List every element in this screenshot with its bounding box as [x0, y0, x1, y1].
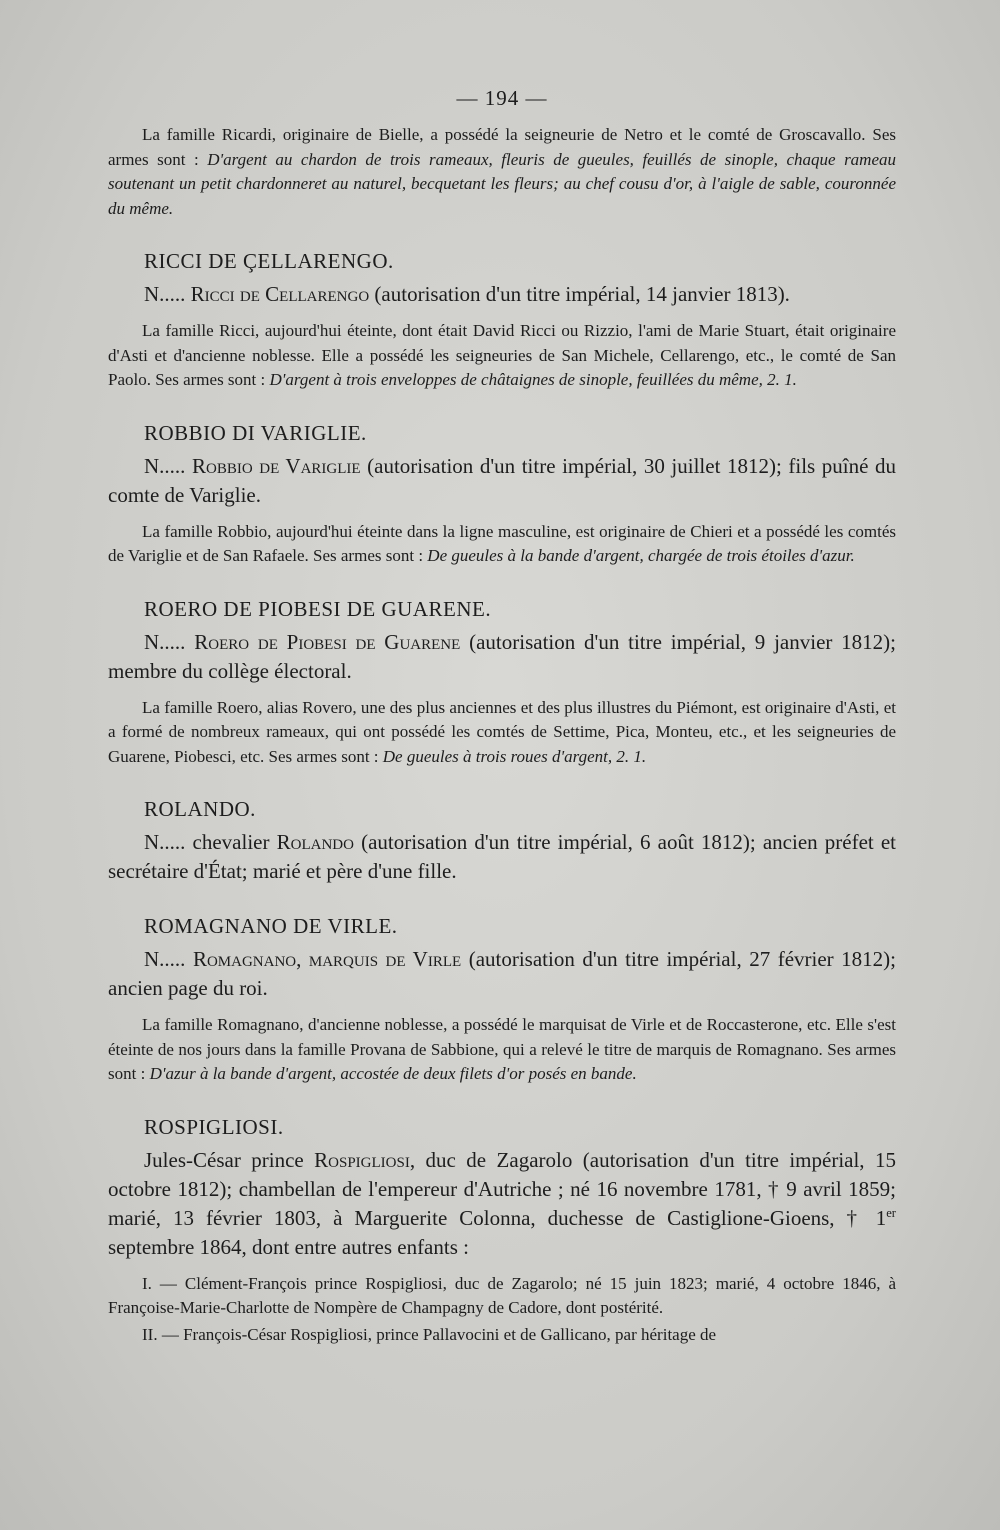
note-text: La famille Robbio, aujourd'hui éteinte dans la ligne masculine, est originaire de Chieri et a possédé les comtés de Variglie et de San Rafaele. Ses armes sont :: [108, 521, 896, 565]
entry-note-roero: [108, 696, 896, 770]
entry-heading-ricci: RICCI DE ÇELLARENGO.: [144, 249, 394, 273]
entry-heading-romagnano: ROMAGNANO DE VIRLE.: [144, 914, 398, 938]
entry-lead: N.....: [144, 629, 186, 654]
note-text: La famille Romagnano, d'ancienne noblesse, a possédé le marquisat de Virle et de Roccasterone, etc. Elle s'est éteinte de nos jours dans la famille Provana de Sabbione, qui a relevé le titre de marquis de Romagnano. Ses armes sont :: [108, 1015, 896, 1083]
entry-heading-robbio: ROBBIO DI VARIGLIE.: [144, 420, 367, 445]
entry-name: Rolando: [276, 830, 354, 854]
note-arms: De gueules à trois roues d'argent, 2. 1.: [382, 746, 647, 766]
entry-body-robbio: [108, 452, 896, 510]
entry-note-romagnano: [108, 1013, 896, 1087]
entry-body-rospigliosi: [108, 1146, 896, 1262]
intro-text: La famille Ricardi, originaire de Bielle, a possédé la seigneurie de Netro et le comté de Groscavallo. Ses armes sont :: [108, 125, 896, 169]
entry-heading-rolando: ROLANDO.: [144, 797, 256, 821]
entry-lead: Jules-César prince: [144, 1147, 315, 1172]
entry-name: Ricci de Cellarengo: [190, 282, 370, 306]
entry-rest: (autorisation d'un titre impérial, 30 juillet 1812); fils puîné du comte de Variglie.: [108, 453, 896, 507]
entry-name: Rospigliosi: [314, 1147, 410, 1172]
entry-name: Robbio de Variglie: [192, 453, 361, 478]
entry-body-romagnano: [108, 945, 896, 1003]
superscript: er: [886, 1205, 896, 1220]
entry-note-ricci: [108, 319, 896, 393]
page-number: — 194 —: [456, 86, 548, 110]
entry-rest: (autorisation d'un titre impérial, 14 janvier 1813).: [369, 282, 790, 306]
entry-rest: , duc de Zagarolo (autorisation d'un titre impérial, 15 octobre 1812); chambellan de l'empereur d'Autriche ; né 16 novembre 1781, † 9 avril 1859; marié, 13 février 1803, à Marguerite Colonna, duchesse de Castiglione-Gioens, † 1: [108, 1147, 896, 1230]
entry-body-rolando: [108, 828, 896, 886]
entry-rest: (autorisation d'un titre impérial, 6 août 1812); ancien préfet et secrétaire d'État; marié et père d'une fille.: [108, 830, 896, 883]
intro-arms: D'argent au chardon de trois rameaux, fleuris de gueules, feuillés de sinople, chaque rameau soutenant un petit chardonneret au naturel, becquetant les fleurs; au chef cousu d'or, à l'aigle de sable, couronnée du même.: [108, 149, 897, 218]
entry-rest-end: septembre 1864, dont entre autres enfants :: [108, 1234, 469, 1259]
entry-body-roero: [108, 628, 896, 686]
entry-note-robbio: [108, 520, 896, 569]
entry-lead: N.....: [144, 282, 186, 306]
entry-name: Roero de Piobesi de Guarene: [194, 629, 461, 654]
entry-rest: (autorisation d'un titre impérial, 27 février 1812); ancien page du roi.: [108, 947, 897, 1000]
child-item-1: I. — Clément-François prince Rospigliosi, duc de Zagarolo; né 15 juin 1823; marié, 4 octobre 1846, à Françoise-Marie-Charlotte de Nompère de Champagny de Cadore, dont postérité.: [108, 1273, 896, 1317]
entry-body-ricci: [108, 280, 896, 309]
note-arms: D'argent à trois enveloppes de châtaignes de sinople, feuillées du même, 2. 1.: [269, 370, 797, 389]
entry-name: Romagnano, marquis de Virle: [192, 947, 462, 971]
entry-heading-roero: ROERO DE PIOBESI DE GUARENE.: [144, 596, 492, 621]
entry-lead: N.....: [144, 947, 186, 971]
note-text: La famille Ricci, aujourd'hui éteinte, dont était David Ricci ou Rizzio, l'ami de Marie Stuart, était originaire d'Asti et d'ancienne noblesse. Elle a possédé les seigneuries de San Michele, Cellarengo, etc., le comté de San Paolo. Ses armes sont :: [108, 321, 896, 389]
entry-lead: N..... chevalier: [144, 830, 277, 854]
intro-paragraph: [108, 123, 896, 221]
note-text: La famille Roero, alias Rovero, une des plus anciennes et des plus illustres du Piémont, est originaire d'Asti, et a formé de nombreux rameaux, qui ont possédé les comtés de Settime, Pica, Monteu, etc., et les seigneuries de Guarene, Piobesci, etc. Ses armes sont :: [108, 697, 896, 766]
entry-lead: N.....: [144, 453, 186, 478]
entry-heading-rospigliosi: ROSPIGLIOSI.: [144, 1114, 284, 1139]
child-item-2: II. — François-César Rospigliosi, prince Pallavocini et de Gallicano, par héritage de: [142, 1324, 717, 1344]
entry-rest: (autorisation d'un titre impérial, 9 janvier 1812); membre du collège électoral.: [108, 629, 897, 683]
note-arms: D'azur à la bande d'argent, accostée de deux filets d'or posés en bande.: [149, 1064, 637, 1083]
note-arms: De gueules à la bande d'argent, chargée de trois étoiles d'azur.: [427, 546, 855, 565]
